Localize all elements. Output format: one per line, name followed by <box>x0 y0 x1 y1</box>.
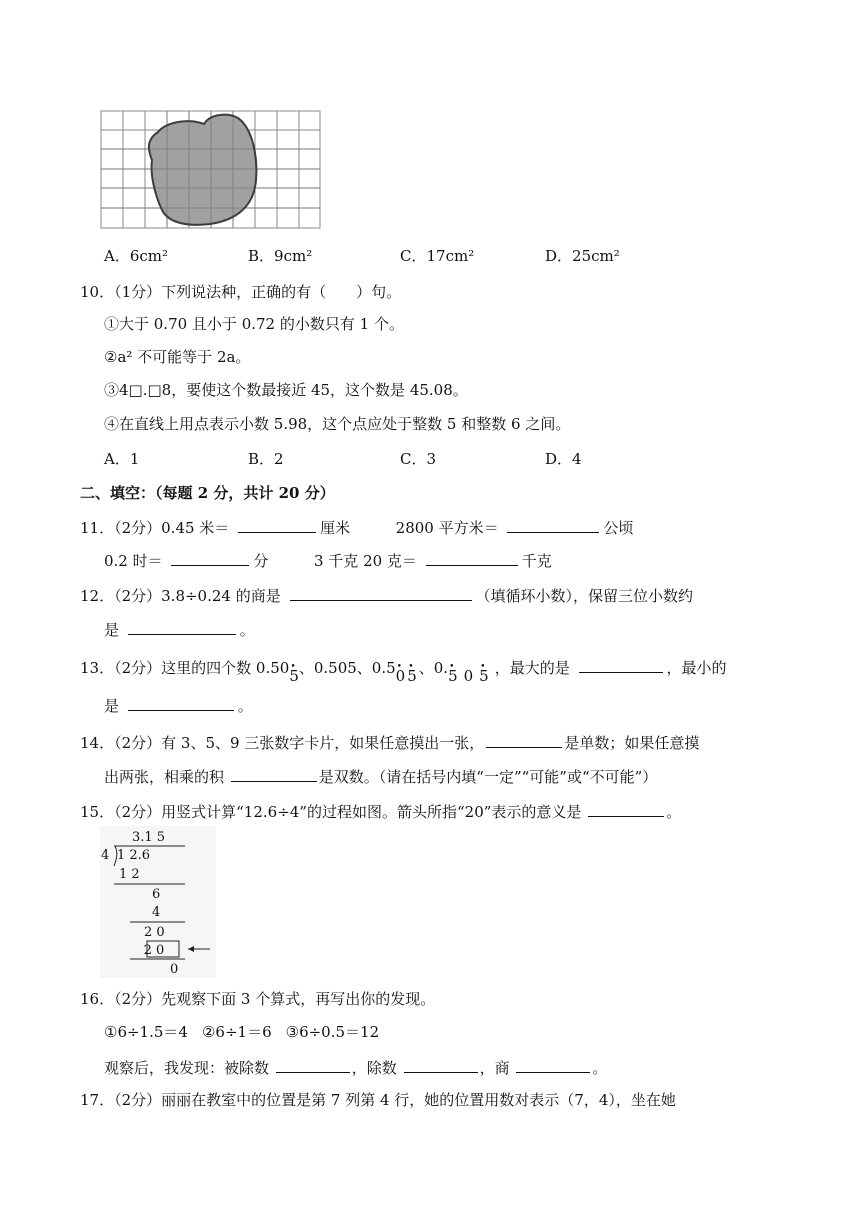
q13-digit: • 0 <box>396 666 408 686</box>
q14-text-3: 出两张，相乘的积 <box>104 768 225 786</box>
long-division-figure <box>100 826 216 978</box>
div-row-5: 2 0 <box>143 943 165 958</box>
q16-observation <box>104 1056 607 1078</box>
div-row-3: 4 <box>152 905 161 920</box>
q14-text-2: 是单数；如果任意摸 <box>564 734 700 752</box>
q13-digit: • 5 <box>407 666 419 686</box>
q11-b-unit: 公顷 <box>603 519 634 537</box>
q12-line-2 <box>104 618 255 640</box>
q10-option-c: C．3 <box>400 450 437 468</box>
div-row-4: 2 0 <box>144 925 165 940</box>
q13-digit: • 5 <box>479 666 495 686</box>
q13-sep: 、0. <box>418 659 449 677</box>
q16-formula-1: ①6÷1.5＝4 <box>104 1023 188 1041</box>
q9-option-a: A．6cm² <box>104 247 169 265</box>
q15-blank[interactable] <box>588 800 664 817</box>
q13-text-4: 是 <box>104 697 120 715</box>
q15-end: 。 <box>666 803 682 821</box>
q16-formulas <box>104 1022 379 1042</box>
q15-line <box>80 800 681 822</box>
q12-text-2: （填循环小数），保留三位小数约 <box>475 587 694 605</box>
q13-repeating-05 <box>396 666 419 686</box>
q11-d-unit: 千克 <box>521 552 552 570</box>
q13-text-2: ，最大的是 <box>494 659 570 677</box>
div-quotient: 3.1 5 <box>132 830 166 845</box>
q12-blank-1[interactable] <box>290 584 472 601</box>
section-2-heading: 二、填空：（每题 2 分，共计 20 分） <box>80 484 335 502</box>
q10-option-a: A．1 <box>104 450 140 468</box>
q16-blank-2[interactable] <box>404 1056 478 1073</box>
div-row-2: 6 <box>152 887 161 902</box>
q11-b-label: 2800 平方米＝ <box>395 519 499 537</box>
q14-text: 14．（2分）有 3、5、9 三张数字卡片，如果任意摸出一张， <box>80 734 485 752</box>
div-row-6: 0 <box>170 962 179 977</box>
q14-blank-2[interactable] <box>231 765 317 782</box>
q16-formula-3: ③6÷0.5＝12 <box>285 1023 380 1041</box>
q12-text-4: 。 <box>239 621 255 639</box>
q13-digit: 0 <box>463 667 480 685</box>
q16-formula-2: ②6÷1＝6 <box>201 1023 272 1041</box>
q13-repeating-5: • 5 <box>289 666 299 686</box>
q9-option-c: C．17cm² <box>400 247 475 265</box>
q16-text-4: 。 <box>592 1059 608 1077</box>
q11-c-blank[interactable] <box>171 549 249 566</box>
q10-item-4: ④在直线上用点表示小数 5.98，这个点应处于整数 5 和整数 6 之间。 <box>104 415 571 433</box>
grid-figure <box>100 110 322 230</box>
q11-c-unit: 分 <box>253 552 269 570</box>
q16-blank-1[interactable] <box>276 1056 350 1073</box>
q13-repeating-505 <box>448 666 495 686</box>
q16-text-2: ，除数 <box>351 1059 397 1077</box>
q14-line-1 <box>80 731 699 753</box>
q9-option-b: B．9cm² <box>248 247 313 265</box>
q10-item-3: ③4□.□8，要使这个数最接近 45，这个数是 45.08。 <box>104 381 468 399</box>
q13-text: 13．（2分）这里的四个数 0.50 <box>80 659 290 677</box>
q11-d-blank[interactable] <box>426 549 518 566</box>
q10-option-d: D．4 <box>545 450 582 468</box>
q16-stem: 16．（2分）先观察下面 3 个算式，再写出你的发现。 <box>80 990 436 1008</box>
q13-numbers: 、0.505、0.5 <box>298 659 396 677</box>
q13-line-1 <box>80 656 727 685</box>
q12-line-1 <box>80 584 693 606</box>
q14-text-4: 是双数。（请在括号内填“一定”“可能”或“不可能”） <box>318 768 658 786</box>
q16-blank-3[interactable] <box>516 1056 590 1073</box>
q11-line-1 <box>80 516 633 538</box>
div-row-1: 1 2 <box>119 867 140 882</box>
q11-line-2 <box>104 549 552 571</box>
q12-text: 12．（2分）3.8÷0.24 的商是 <box>80 587 281 605</box>
q17-stem: 17．（2分）丽丽在教室中的位置是第 7 列第 4 行，她的位置用数对表示（7，4），坐在她 <box>80 1091 676 1109</box>
div-dividend: 1 2.6 <box>117 848 151 863</box>
q10-stem: 10．（1分）下列说法种，正确的有（ ）句。 <box>80 283 402 301</box>
q12-blank-2[interactable] <box>128 618 236 635</box>
q10-option-b: B．2 <box>248 450 284 468</box>
q12-text-3: 是 <box>104 621 120 639</box>
q13-blank-min[interactable] <box>128 694 234 711</box>
q14-line-2 <box>104 765 657 787</box>
q13-text-3: ，最小的 <box>666 659 727 677</box>
q13-text-5: 。 <box>237 697 253 715</box>
q11-a-label: 11．（2分）0.45 米＝ <box>80 519 230 537</box>
q10-item-2: ②a² 不可能等于 2a。 <box>104 348 251 366</box>
q11-a-unit: 厘米 <box>320 519 351 537</box>
q11-a-blank[interactable] <box>238 516 316 533</box>
q14-blank-1[interactable] <box>486 731 562 748</box>
q11-b-blank[interactable] <box>507 516 599 533</box>
q16-text-3: ，商 <box>479 1059 510 1077</box>
q13-blank-max[interactable] <box>579 656 663 673</box>
q9-option-d: D．25cm² <box>545 247 620 265</box>
q10-item-1: ①大于 0.70 且小于 0.72 的小数只有 1 个。 <box>104 315 404 333</box>
q13-line-2 <box>104 694 253 716</box>
q13-digit: • 5 <box>448 666 464 686</box>
q11-c-label: 0.2 时＝ <box>104 552 163 570</box>
q11-d-label: 3 千克 20 克＝ <box>313 552 417 570</box>
q15-text: 15．（2分）用竖式计算“12.6÷4”的过程如图。箭头所指“20”表示的意义是 <box>80 803 582 821</box>
q16-text: 观察后，我发现：被除数 <box>104 1059 270 1077</box>
div-divisor: 4 <box>101 848 110 863</box>
